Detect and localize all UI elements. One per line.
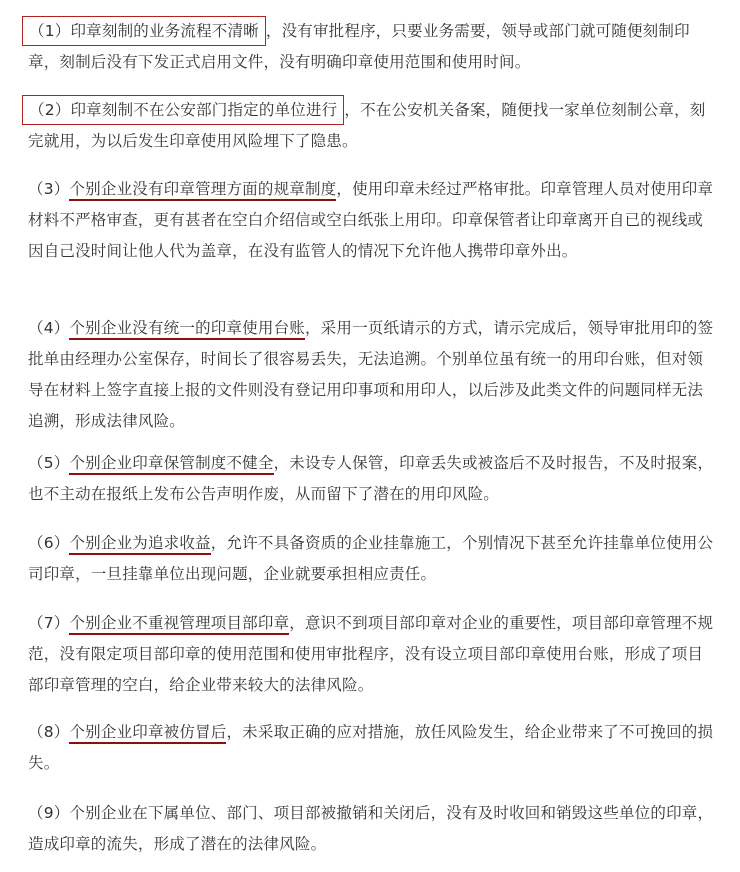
paragraph-text: ，意识不到项目部印章对企业的重要性，项目部印章管理不规范，没有限定项目部印章的使用范围和使用审批程序，没有设立项目部印章使用台账，形成了项目部印章管理的空白，给企业带来较大的法律风险。: [28, 614, 714, 694]
paragraph-text: ，不在公安机关备案，随便找一家单位刻制公章，刻完就用，为以后发生印章使用风险埋下了隐患。: [28, 101, 706, 150]
underlined-highlight: 个别企业印章被仿冒后: [69, 723, 226, 744]
paragraph-5: [28, 448, 718, 510]
highlight-text: 印章刻制不在公安部门指定的单位进行: [70, 101, 338, 119]
boxed-highlight: [22, 95, 344, 125]
item-number: （1）: [29, 22, 71, 40]
boxed-highlight: [22, 16, 266, 46]
paragraph-text: ，未设专人保管，印章丢失或被盗后不及时报告，不及时报案，也不主动在报纸上发布公告声明作废，从而留下了潜在的用印风险。: [28, 454, 714, 503]
underlined-highlight: 个别企业印章保管制度不健全: [69, 454, 273, 475]
underlined-highlight: 个别企业没有印章管理方面的规章制度: [69, 180, 336, 201]
underlined-highlight: 个别企业没有统一的印章使用台账: [69, 319, 305, 340]
underlined-highlight: 个别企业为追求收益: [69, 534, 210, 555]
paragraph-9: [28, 798, 718, 860]
item-number: （4）: [28, 319, 70, 337]
paragraph-text: ，使用印章未经过严格审批。印章管理人员对使用印章材料不严格审查，更有甚者在空白介绍信或空白纸张上用印。印章保管者让印章离开自已的视线或因自己没时间让他人代为盖章，在没有监管人的情况下允许他人携带印章外出。: [28, 180, 714, 260]
item-number: （6）: [28, 534, 70, 552]
paragraph-text: ，未采取正确的应对措施，放任风险发生，给企业带来了不可挽回的损失。: [28, 723, 714, 772]
item-number: （9）: [28, 804, 70, 822]
paragraph-6: [28, 528, 718, 590]
item-number: （5）: [28, 454, 70, 472]
paragraph-1: [28, 16, 718, 78]
paragraph-2: [28, 95, 718, 157]
paragraph-3: [28, 174, 718, 267]
item-number: （3）: [28, 180, 70, 198]
paragraph-text: ，允许不具备资质的企业挂靠施工，个别情况下甚至允许挂靠单位使用公司印章，一旦挂靠单位出现问题，企业就要承担相应责任。: [28, 534, 714, 583]
item-number: （8）: [28, 723, 70, 741]
underlined-highlight: 个别企业不重视管理项目部印章: [69, 614, 289, 635]
paragraph-text: ，采用一页纸请示的方式，请示完成后，领导审批用印的签批单由经理办公室保存，时间长了很容易丢失，无法追溯。个别单位虽有统一的用印台账，但对领导在材料上签字直接上报的文件则没有登记用印事项和用印人，以后涉及此类文件的问题同样无法追溯，形成法律风险。: [28, 319, 714, 430]
paragraph-text: 个别企业在下属单位、部门、项目部被撤销和关闭后，没有及时收回和销毁这些单位的印章，造成印章的流失，形成了潜在的法律风险。: [28, 804, 714, 853]
paragraph-4: [28, 313, 718, 437]
highlight-text: 印章刻制的业务流程不清晰: [70, 22, 259, 40]
item-number: （2）: [29, 101, 71, 119]
paragraph-8: [28, 717, 718, 779]
paragraph-7: [28, 608, 718, 701]
item-number: （7）: [28, 614, 70, 632]
paragraph-text: ，没有审批程序，只要业务需要，领导或部门就可随便刻制印章，刻制后没有下发正式启用文件，没有明确印章使用范围和使用时间。: [28, 22, 690, 71]
